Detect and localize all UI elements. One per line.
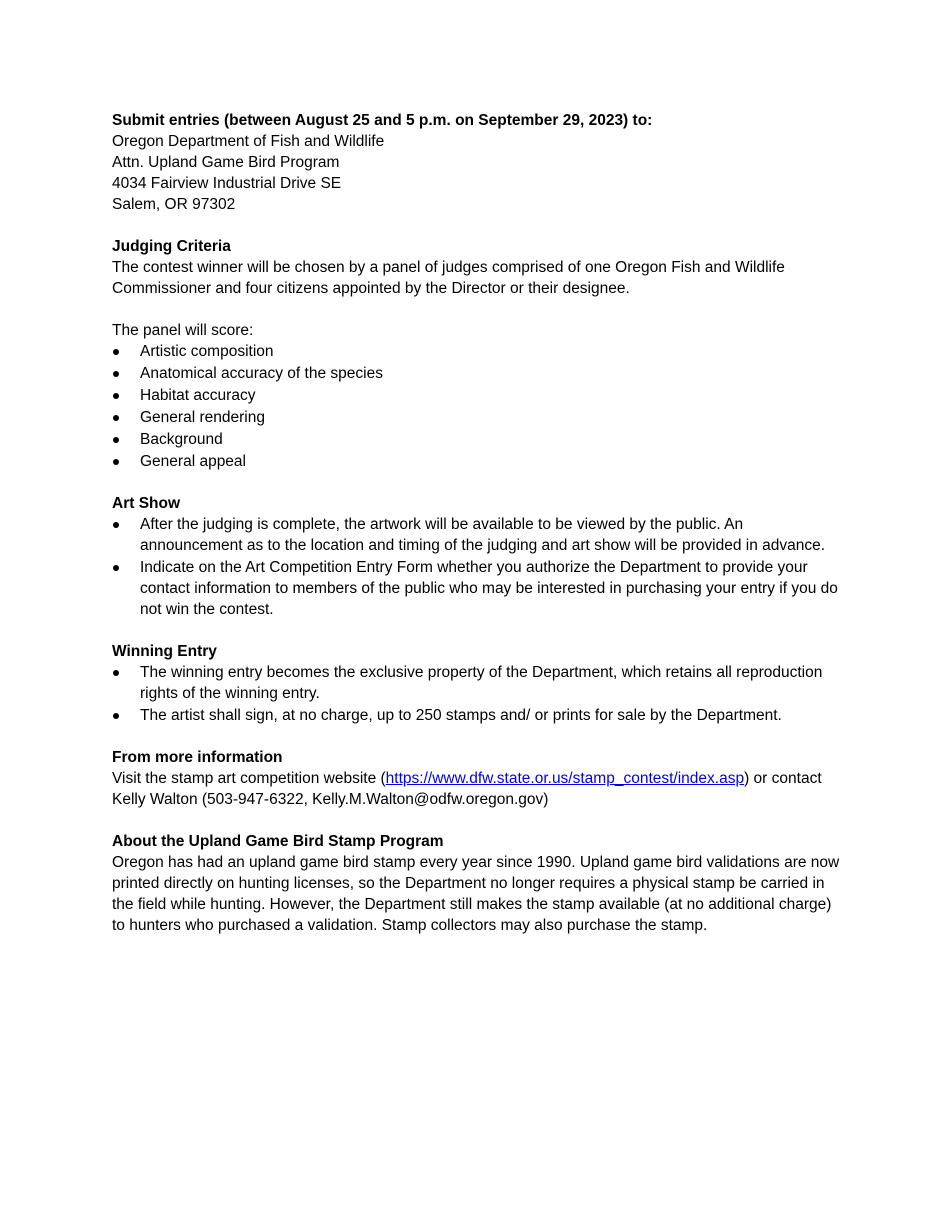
judging-text: The contest winner will be chosen by a panel of judges comprised of one Oregon Fish and Wildlife Commissioner and four citizens appointed by the Director or their designee. (112, 259, 785, 297)
list-item-text: General rendering (140, 409, 265, 426)
address-line-attention: Attn. Upland Game Bird Program (112, 154, 340, 171)
list-item (112, 429, 847, 450)
list-item-text: Habitat accuracy (140, 387, 256, 404)
list-item-text: Background (140, 431, 223, 448)
list-item (112, 341, 847, 362)
art-show-section (112, 493, 847, 620)
address-line-organization: Oregon Department of Fish and Wildlife (112, 133, 385, 150)
winning-entry-section (112, 641, 847, 726)
judging-heading: Judging Criteria (112, 238, 231, 255)
more-info-heading: From more information (112, 749, 283, 766)
list-item-text: Artistic composition (140, 343, 274, 360)
panel-intro: The panel will score: (112, 322, 254, 339)
list-item-text: General appeal (140, 453, 246, 470)
art-show-heading: Art Show (112, 495, 181, 512)
list-item (112, 385, 847, 406)
more-info-text-after: ) or contact Kelly Walton (503-947-6322, Kelly.M.Walton@odfw.oregon.gov) (112, 770, 822, 808)
criteria-list (112, 341, 847, 472)
judging-section (112, 236, 847, 299)
about-section (112, 831, 847, 936)
more-info-text (112, 768, 847, 810)
art-show-list (112, 514, 847, 620)
document-body (112, 110, 847, 957)
address-line-city: Salem, OR 97302 (112, 196, 236, 213)
submit-heading: Submit entries (between August 25 and 5 p.m. on September 29, 2023) to: (112, 112, 653, 129)
list-item-text: Anatomical accuracy of the species (140, 365, 383, 382)
list-item (112, 363, 847, 384)
address-line-street: 4034 Fairview Industrial Drive SE (112, 175, 342, 192)
list-item (112, 557, 847, 620)
list-item (112, 662, 847, 704)
list-item (112, 514, 847, 556)
submit-section (112, 110, 847, 215)
about-heading: About the Upland Game Bird Stamp Program (112, 833, 444, 850)
list-item-text: After the judging is complete, the artwork will be available to be viewed by the public. An announcement as to the location and timing of the judging and art show will be provided in advance. (140, 516, 826, 554)
panel-section (112, 320, 847, 472)
list-item-text: The artist shall sign, at no charge, up to 250 stamps and/ or prints for sale by the Department. (140, 707, 782, 724)
winning-entry-list (112, 662, 847, 726)
list-item-text: The winning entry becomes the exclusive property of the Department, which retains all reproduction rights of the winning entry. (140, 664, 823, 702)
list-item (112, 407, 847, 428)
list-item-text: Indicate on the Art Competition Entry Form whether you authorize the Department to provide your contact information to members of the public who may be interested in purchasing your entry if you do not win the contest. (140, 559, 838, 618)
stamp-contest-link[interactable]: https://www.dfw.state.or.us/stamp_contest/index.asp (385, 770, 745, 787)
more-info-text-before: Visit the stamp art competition website ( (112, 770, 386, 787)
about-text: Oregon has had an upland game bird stamp every year since 1990. Upland game bird validations are now printed directly on hunting licenses, so the Department no longer requires a physical stamp be carried in the field while hunting. However, the Department still makes the stamp available (at no additional charge) to hunters who purchased a validation. Stamp collectors may also purchase the stamp. (112, 854, 840, 934)
more-info-section (112, 747, 847, 810)
winning-entry-heading: Winning Entry (112, 643, 217, 660)
list-item (112, 451, 847, 472)
list-item (112, 705, 847, 726)
